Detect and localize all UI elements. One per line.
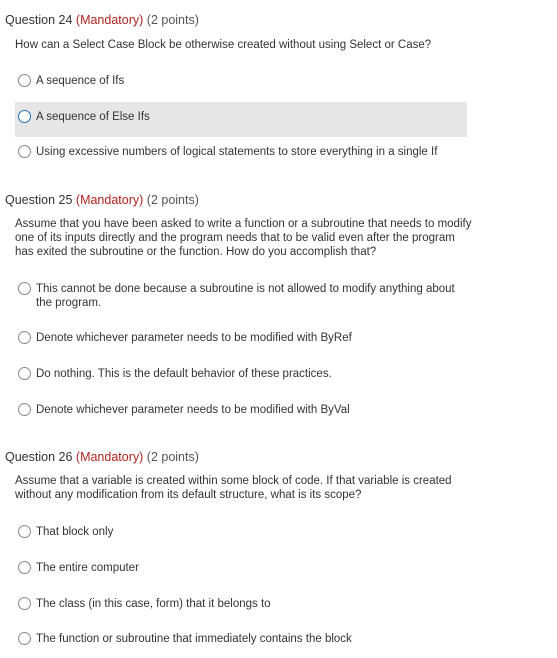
question-25-option-3[interactable] <box>15 360 467 388</box>
question-number: Question 24 <box>5 13 73 27</box>
radio-button[interactable] <box>18 561 31 574</box>
option-label: Do nothing. This is the default behavior of these practices. <box>36 368 332 380</box>
option-label: That block only <box>36 526 114 538</box>
option-label: The entire computer <box>36 562 139 574</box>
option-label: This cannot be done because a subroutine is not allowed to modify anything about the program. <box>36 283 455 309</box>
radio-button[interactable] <box>18 403 31 416</box>
question-number: Question 25 <box>5 193 73 207</box>
option-label: Using excessive numbers of logical statements to store everything in a single If <box>36 146 438 158</box>
question-26-option-3[interactable] <box>15 590 467 618</box>
radio-button[interactable] <box>18 74 31 87</box>
question-25-text: Assume that you have been asked to write a function or a subroutine that needs to modify one of its inputs directly and the program needs that to be valid even after the program has exited the subroutine or the function. How do you accomplish that? <box>15 218 472 258</box>
question-26-title <box>5 450 199 464</box>
question-24-text: How can a Select Case Block be otherwise created without using Select or Case? <box>15 39 432 51</box>
question-25-option-1[interactable] <box>15 275 467 315</box>
question-number: Question 26 <box>5 450 73 464</box>
radio-button[interactable] <box>18 282 31 295</box>
points-label: (2 points) <box>146 13 199 27</box>
option-label: The function or subroutine that immediately contains the block <box>36 633 352 645</box>
question-26-option-4[interactable] <box>15 625 467 653</box>
question-26-text: Assume that a variable is created within some block of code. If that variable is created without any modification from its default structure, what is its scope? <box>15 475 452 501</box>
option-label: A sequence of Else Ifs <box>36 111 150 123</box>
radio-button[interactable] <box>18 331 31 344</box>
radio-button[interactable] <box>18 367 31 380</box>
question-26-option-2[interactable] <box>15 554 467 582</box>
question-25-option-4[interactable] <box>15 396 467 424</box>
mandatory-label: (Mandatory) <box>75 13 144 27</box>
question-24-option-1[interactable] <box>15 67 467 95</box>
mandatory-label: (Mandatory) <box>75 193 144 207</box>
question-24-title <box>5 13 199 27</box>
option-label: Denote whichever parameter needs to be modified with ByRef <box>36 332 352 344</box>
radio-button[interactable] <box>18 110 31 123</box>
radio-button[interactable] <box>18 145 31 158</box>
radio-button[interactable] <box>18 632 31 645</box>
question-26-option-1[interactable] <box>15 518 467 546</box>
option-label: The class (in this case, form) that it belongs to <box>36 598 271 610</box>
points-label: (2 points) <box>146 193 199 207</box>
question-25-title <box>5 193 199 207</box>
question-24-option-3[interactable] <box>15 138 467 166</box>
points-label: (2 points) <box>146 450 199 464</box>
mandatory-label: (Mandatory) <box>75 450 144 464</box>
question-24-option-2[interactable] <box>15 102 467 137</box>
option-label: Denote whichever parameter needs to be modified with ByVal <box>36 404 350 416</box>
option-label: A sequence of Ifs <box>36 75 125 87</box>
radio-button[interactable] <box>18 525 31 538</box>
question-25-option-2[interactable] <box>15 324 467 352</box>
radio-button[interactable] <box>18 597 31 610</box>
